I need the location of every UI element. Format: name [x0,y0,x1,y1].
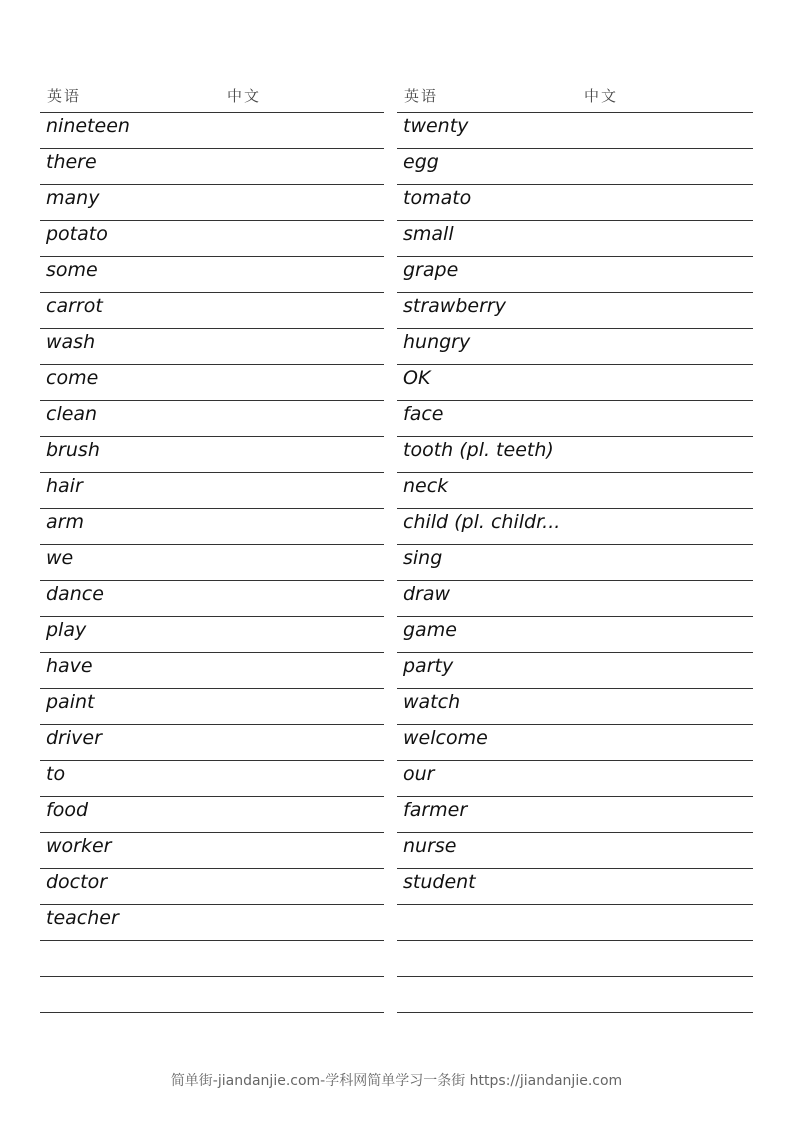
left-word-column [40,80,384,1013]
word-row [40,293,384,329]
left-word-list [40,113,384,1013]
word-row [40,977,384,1013]
word-row [40,365,384,401]
word-row [40,257,384,293]
word-row [397,869,753,905]
word-row [40,833,384,869]
english-word: grape [403,259,459,281]
word-row [397,401,753,437]
word-row [40,221,384,257]
english-word: potato [46,223,108,245]
english-word: teacher [46,907,119,929]
right-word-column [397,80,753,1013]
english-word: many [46,187,100,209]
english-word: welcome [403,727,488,749]
english-word: clean [46,403,98,425]
word-row [397,293,753,329]
word-row [40,185,384,221]
english-word: nurse [403,835,457,857]
word-row [397,257,753,293]
english-word: nineteen [46,115,130,137]
english-word: neck [403,475,449,497]
english-word: twenty [403,115,469,137]
left-column-header [40,80,384,113]
english-word: strawberry [403,295,506,317]
word-row [397,941,753,977]
word-row [40,617,384,653]
word-row [40,473,384,509]
word-row [397,473,753,509]
english-word: carrot [46,295,103,317]
english-word: worker [46,835,112,857]
word-row [397,725,753,761]
english-word: to [46,763,66,785]
word-row [40,941,384,977]
word-row [397,113,753,149]
right-header-english: 英语 [404,87,439,105]
word-row [397,617,753,653]
word-row [397,509,753,545]
word-row [397,185,753,221]
english-word: some [46,259,98,281]
word-row [40,581,384,617]
word-row [40,905,384,941]
right-header-chinese: 中文 [584,87,619,105]
english-word: OK [403,367,431,389]
english-word: dance [46,583,104,605]
word-row [40,401,384,437]
english-word: student [403,871,476,893]
word-row [397,437,753,473]
word-row [40,149,384,185]
word-row [397,221,753,257]
left-header-chinese: 中文 [227,87,262,105]
english-word: party [403,655,454,677]
word-row [397,905,753,941]
english-word: brush [46,439,100,461]
word-row [397,365,753,401]
word-row [40,869,384,905]
right-column-header [397,80,753,113]
word-row [40,329,384,365]
english-word: draw [403,583,451,605]
english-word: arm [46,511,84,533]
word-row [397,149,753,185]
word-row [40,797,384,833]
word-row [40,653,384,689]
word-row [397,653,753,689]
word-row [40,689,384,725]
word-row [397,545,753,581]
english-word: egg [403,151,439,173]
english-word: we [46,547,74,569]
word-row [397,833,753,869]
right-word-list [397,113,753,1013]
english-word: there [46,151,97,173]
word-row [397,689,753,725]
word-row [40,761,384,797]
english-word: sing [403,547,443,569]
left-header-english: 英语 [47,87,82,105]
english-word: hungry [403,331,471,353]
english-word: doctor [46,871,108,893]
english-word: come [46,367,99,389]
english-word: play [46,619,87,641]
word-row [397,761,753,797]
english-word: face [403,403,444,425]
english-word: paint [46,691,95,713]
english-word: our [403,763,435,785]
english-word: watch [403,691,461,713]
word-row [397,581,753,617]
english-word: hair [46,475,83,497]
word-row [40,509,384,545]
page-footer: 简单街-jiandanjie.com-学科网简单学习一条街 https://jiandanjie.com [170,1073,623,1089]
word-row [40,545,384,581]
word-row [397,977,753,1013]
english-word: child (pl. childr... [403,511,561,533]
english-word: game [403,619,457,641]
english-word: small [403,223,454,245]
english-word: farmer [403,799,468,821]
english-word: tooth (pl. teeth) [403,439,554,461]
english-word: driver [46,727,102,749]
english-word: have [46,655,93,677]
english-word: tomato [403,187,472,209]
word-row [40,113,384,149]
word-row [397,797,753,833]
word-row [40,437,384,473]
english-word: food [46,799,88,821]
word-row [40,725,384,761]
english-word: wash [46,331,96,353]
word-row [397,329,753,365]
